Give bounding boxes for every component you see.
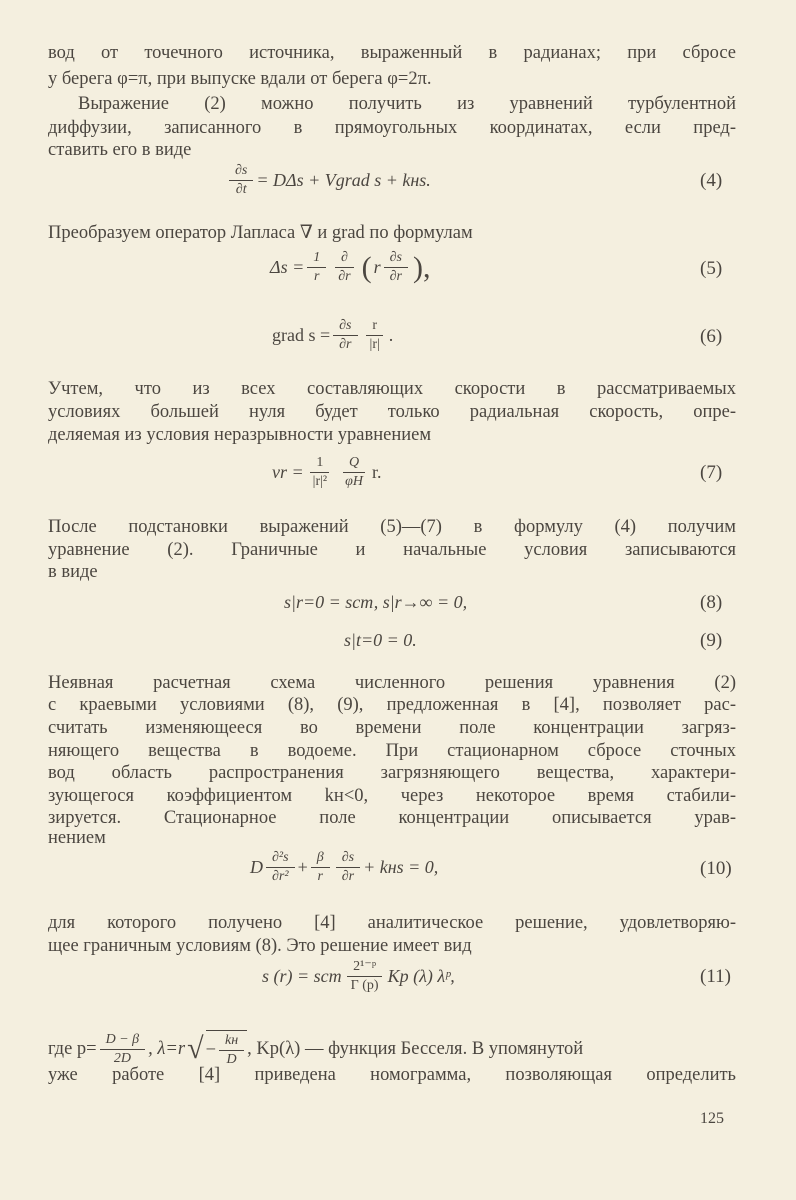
equation-number: (8)	[700, 592, 723, 613]
equation-9	[344, 630, 417, 651]
eq-den: 2D	[113, 1050, 131, 1066]
paren: (	[361, 250, 372, 284]
text-line: Выражение (2) можно получить из уравнений турбулентной	[78, 94, 736, 114]
eq-den: ∂r	[389, 269, 402, 284]
where-mid: , λ=r	[148, 1038, 186, 1059]
paren: ),	[412, 250, 431, 284]
eq-rhs: = DΔs + Vgrad s + kнs.	[256, 170, 431, 190]
text-line: зируется. Стационарное поле концентрации описывается урав-	[48, 808, 736, 828]
eq-text: s|r=0 = sст, s|r→∞ = 0,	[284, 592, 468, 612]
text-line: щее граничным условиям (8). Это решение имеет вид	[48, 936, 472, 956]
eq-lhs: Δs =	[270, 257, 305, 277]
equation-number: (7)	[700, 462, 723, 483]
eq-num: 2¹⁻ᵖ	[347, 958, 382, 977]
sqrt-sign: √	[187, 1032, 204, 1065]
text-line: уравнение (2). Граничные и начальные условия записываются	[48, 540, 736, 560]
minus: −	[205, 1040, 216, 1060]
text-line: вод область распространения загрязняющего вещества, характери-	[48, 763, 736, 783]
text-line: считать изменяющееся во времени поле концентрации загряз-	[48, 718, 736, 738]
eq-lhs: s (r) = sст	[262, 965, 342, 986]
text-line: вод от точечного источника, выраженный в радианах; при сбросе	[48, 43, 736, 63]
eq-den: |r|²	[312, 474, 328, 489]
text-line: После подстановки выражений (5)—(7) в формулу (4) получим	[48, 517, 736, 537]
eq-end: Kp (λ) λᵖ,	[387, 965, 455, 986]
equation-4	[226, 163, 431, 198]
eq-den: Γ (p)	[350, 978, 379, 993]
eq-num: D − β	[100, 1032, 146, 1050]
text-line: с краевыми условиями (8), (9), предложенная в [4], позволяет рас-	[48, 695, 736, 715]
text-line: деляемая из условия неразрывности уравнением	[48, 425, 432, 445]
equation-number: (6)	[700, 326, 723, 347]
eq-num: ∂	[335, 250, 354, 268]
where-prefix: где p=	[48, 1038, 97, 1059]
eq-den: φH	[345, 474, 363, 489]
eq-end: + kнs = 0,	[363, 857, 439, 877]
eq-num: β	[311, 850, 330, 868]
eq-num: 1	[310, 455, 329, 473]
eq-den: D	[226, 1052, 237, 1067]
eq-den: |r|	[369, 337, 380, 352]
eq-num: ∂s	[229, 163, 253, 181]
text-line: уже работе [4] приведена номограмма, позволяющая определить	[48, 1065, 736, 1085]
equation-number: (11)	[700, 966, 731, 987]
equation-8	[284, 592, 467, 613]
text-line: Неявная расчетная схема численного решения уравнения (2)	[48, 673, 736, 693]
text-line: ставить его в виде	[48, 140, 192, 160]
equation-number: (5)	[700, 258, 723, 279]
eq-den: ∂r	[341, 869, 355, 884]
eq-num: kн	[219, 1033, 244, 1051]
eq-den: ∂t	[235, 182, 247, 197]
eq-den: ∂r	[339, 337, 352, 352]
equation-10	[250, 850, 438, 885]
eq-text: s|t=0 = 0.	[344, 630, 417, 650]
page-number: 125	[700, 1110, 724, 1127]
eq-plus: +	[297, 857, 308, 877]
equation-7	[272, 455, 381, 490]
eq-den: r	[313, 269, 320, 284]
eq-num: ∂s	[336, 850, 360, 868]
text-line: зующегося коэффициентом kн<0, через некоторое время стабили-	[48, 786, 736, 806]
equation-6	[272, 318, 393, 353]
eq-den: ∂r	[338, 269, 351, 284]
eq-num: ∂²s	[266, 850, 295, 868]
text-line: Преобразуем оператор Лапласа ∇ и grad по формулам	[48, 223, 473, 243]
eq-r: r	[373, 257, 381, 277]
text-line: няющего вещества в водоеме. При стационарном сбросе сточных	[48, 741, 736, 761]
where-suffix: , Kp(λ) — функция Бесселя. В упомянутой	[247, 1038, 584, 1059]
equation-5	[270, 250, 432, 285]
text-line: нением	[48, 828, 106, 848]
equation-number: (4)	[700, 170, 723, 191]
eq-d: D	[250, 857, 263, 877]
text-line: у берега φ=π, при выпуске вдали от берега φ=2π.	[48, 69, 432, 89]
eq-den: ∂r²	[272, 869, 289, 884]
eq-num: ∂s	[384, 250, 408, 268]
eq-end: .	[388, 325, 394, 345]
equation-number: (10)	[700, 858, 732, 879]
where-line	[48, 1030, 583, 1068]
eq-lhs: grad s =	[272, 325, 331, 345]
eq-num: 1	[307, 250, 326, 268]
text-line: диффузии, записанного в прямоугольных координатах, если пред-	[48, 118, 736, 138]
text-line: Учтем, что из всех составляющих скорости в рассматриваемых	[48, 379, 736, 399]
equation-number: (9)	[700, 630, 723, 651]
eq-num: Q	[343, 455, 365, 473]
eq-lhs: vr =	[272, 462, 304, 482]
text-line: условиях большей нуля будет только радиальная скорость, опре-	[48, 402, 736, 422]
eq-den: r	[317, 869, 323, 884]
text-line: в виде	[48, 562, 98, 582]
eq-num: r	[366, 318, 383, 336]
eq-num: ∂s	[333, 318, 357, 336]
text-line: для которого получено [4] аналитическое решение, удовлетворяю-	[48, 913, 736, 933]
eq-end: r.	[371, 462, 382, 482]
equation-11	[262, 958, 455, 994]
